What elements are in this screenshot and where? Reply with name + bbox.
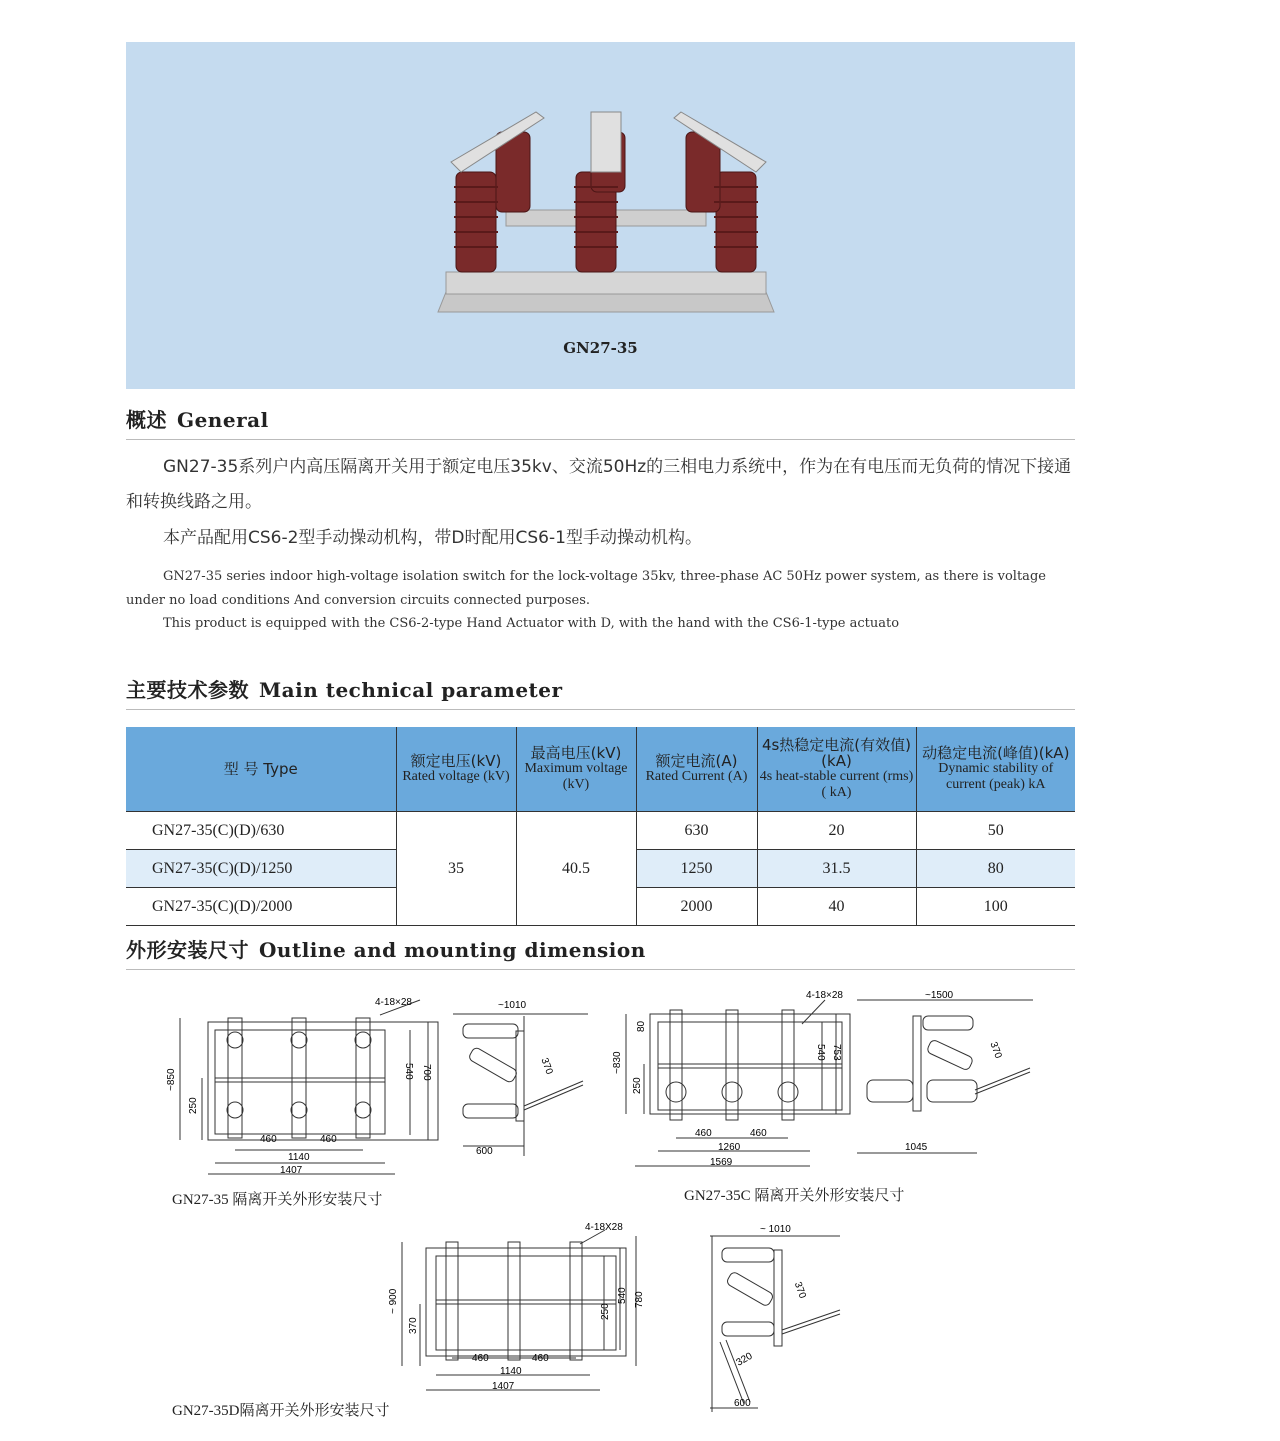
dim-753: 753 [831,1044,842,1061]
row-type: GN27-35(C)(D)/2000 [126,888,396,926]
row-dynamic: 50 [916,812,1075,850]
dim-850: ~850 [166,1068,177,1091]
drawing1-side-view [448,996,598,1161]
product-photo-panel [126,42,1075,389]
dim-hole: 4-18×28 [375,997,412,1008]
row-current: 630 [636,812,757,850]
dim-1045: 1045 [905,1142,928,1153]
drawing1-front-view [160,990,450,1180]
header-rated-current: 额定电流(A) Rated Current (A) [636,727,757,812]
drawing3-caption-zh: 隔离开关外形安装尺寸 [239,1401,390,1419]
dim-250: 250 [600,1303,611,1320]
dim-320: 320 [734,1350,755,1369]
drawing1-caption-model: GN27-35 [172,1192,229,1208]
header-type: 型 号 Type [126,727,396,812]
dim-hole: 4-18X28 [585,1222,623,1233]
rated-voltage-cell: 35 [396,812,516,926]
table-row [126,812,1075,850]
table-header-row [126,727,1075,812]
drawing2-caption-model: GN27-35C [684,1188,751,1204]
dim-540: 540 [815,1044,826,1061]
dim-540: 540 [617,1287,628,1304]
dim-1140: 1140 [500,1366,522,1377]
general-heading-en: General [177,408,269,432]
header-max-voltage: 最高电压(kV) Maximum voltage (kV) [516,727,636,812]
product-model-caption: GN27-35 [563,339,638,357]
dim-1407: 1407 [492,1381,515,1392]
row-heat: 31.5 [757,850,916,888]
params-heading-en: Main technical parameter [259,678,563,702]
dim-460b: 460 [320,1134,337,1145]
drawing3-front-view [380,1218,650,1393]
dim-460a: 460 [472,1353,489,1364]
dim-1569: 1569 [710,1157,733,1168]
dim-1260: 1260 [718,1142,741,1153]
parameter-table [126,727,1075,926]
dim-1500: ~1500 [925,990,954,1001]
drawing2-caption-zh: 隔离开关外形安装尺寸 [754,1186,905,1204]
dim-hole: 4-18×28 [806,990,843,1001]
drawing1-caption [172,1188,382,1209]
dim-600: 600 [476,1146,493,1157]
dim-540: 540 [403,1063,414,1080]
drawing3-side-view [700,1222,850,1417]
dim-460b: 460 [750,1128,767,1139]
header-rated-voltage: 额定电压(kV) Rated voltage (kV) [396,727,516,812]
row-heat: 20 [757,812,916,850]
header-heat-stable-current: 4s热稳定电流(有效值)(kA) 4s heat-stable current (rms)( kA) [757,727,916,812]
general-para2-zh: 本产品配用CS6-2型手动操动机构，带D时配用CS6-1型手动操动机构。 [163,528,702,548]
dim-1010: ~ 1010 [760,1224,791,1235]
disconnector-photo [426,102,786,322]
drawing3-caption-model: GN27-35D [172,1403,240,1419]
header-dynamic-stability: 动稳定电流(峰值)(kA) Dynamic stability of current (peak) kA [916,727,1075,812]
outline-heading-zh: 外形安装尺寸 [126,938,249,962]
dim-460b: 460 [532,1353,549,1364]
outline-heading-en: Outline and mounting dimension [259,938,646,962]
drawing2-front-view [610,986,860,1176]
dim-600: 600 [734,1398,751,1409]
dim-370: 370 [538,1056,555,1077]
drawing2-caption [684,1184,904,1205]
general-para2-en: This product is equipped with the CS6-2-type Hand Actuator with D, with the hand with the CS6-1-type actuato [163,616,900,631]
params-heading [126,674,1075,710]
row-current: 2000 [636,888,757,926]
dim-1407: 1407 [280,1165,303,1176]
dim-80: 80 [636,1020,647,1032]
dim-780: 780 [634,1291,645,1308]
params-heading-zh: 主要技术参数 [126,678,249,702]
dim-700: 700 [421,1064,432,1081]
general-para1-en: GN27-35 series indoor high-voltage isolation switch for the lock-voltage 35kv, three-phase AC 50Hz power system, as there is voltage under no load conditions And conversion circuits connected purposes. [126,569,1046,608]
max-voltage-cell: 40.5 [516,812,636,926]
row-dynamic: 100 [916,888,1075,926]
dim-370: 370 [987,1040,1004,1061]
dim-250: 250 [188,1097,199,1114]
drawing1-caption-zh: 隔离开关外形安装尺寸 [232,1190,383,1208]
drawing2-side-view [855,988,1040,1158]
dim-1010: ~1010 [498,1000,527,1011]
row-type: GN27-35(C)(D)/630 [126,812,396,850]
dim-900: ~ 900 [388,1288,399,1314]
row-type: GN27-35(C)(D)/1250 [126,850,396,888]
drawing3-caption [172,1399,390,1420]
dim-370: 370 [791,1280,808,1300]
dim-460a: 460 [260,1134,277,1145]
dim-830: ~830 [612,1051,623,1074]
general-heading-zh: 概述 [126,408,167,432]
dim-250: 250 [632,1077,643,1094]
row-heat: 40 [757,888,916,926]
general-heading [126,404,1075,440]
outline-heading [126,934,1075,970]
general-para1-zh: GN27-35系列户内高压隔离开关用于额定电压35kv、交流50Hz的三相电力系统中，作为在有电压而无负荷的情况下接通和转换线路之用。 [126,457,1072,512]
dim-460a: 460 [695,1128,712,1139]
dim-370: 370 [408,1317,419,1334]
row-current: 1250 [636,850,757,888]
row-dynamic: 80 [916,850,1075,888]
dim-1140: 1140 [288,1152,310,1163]
